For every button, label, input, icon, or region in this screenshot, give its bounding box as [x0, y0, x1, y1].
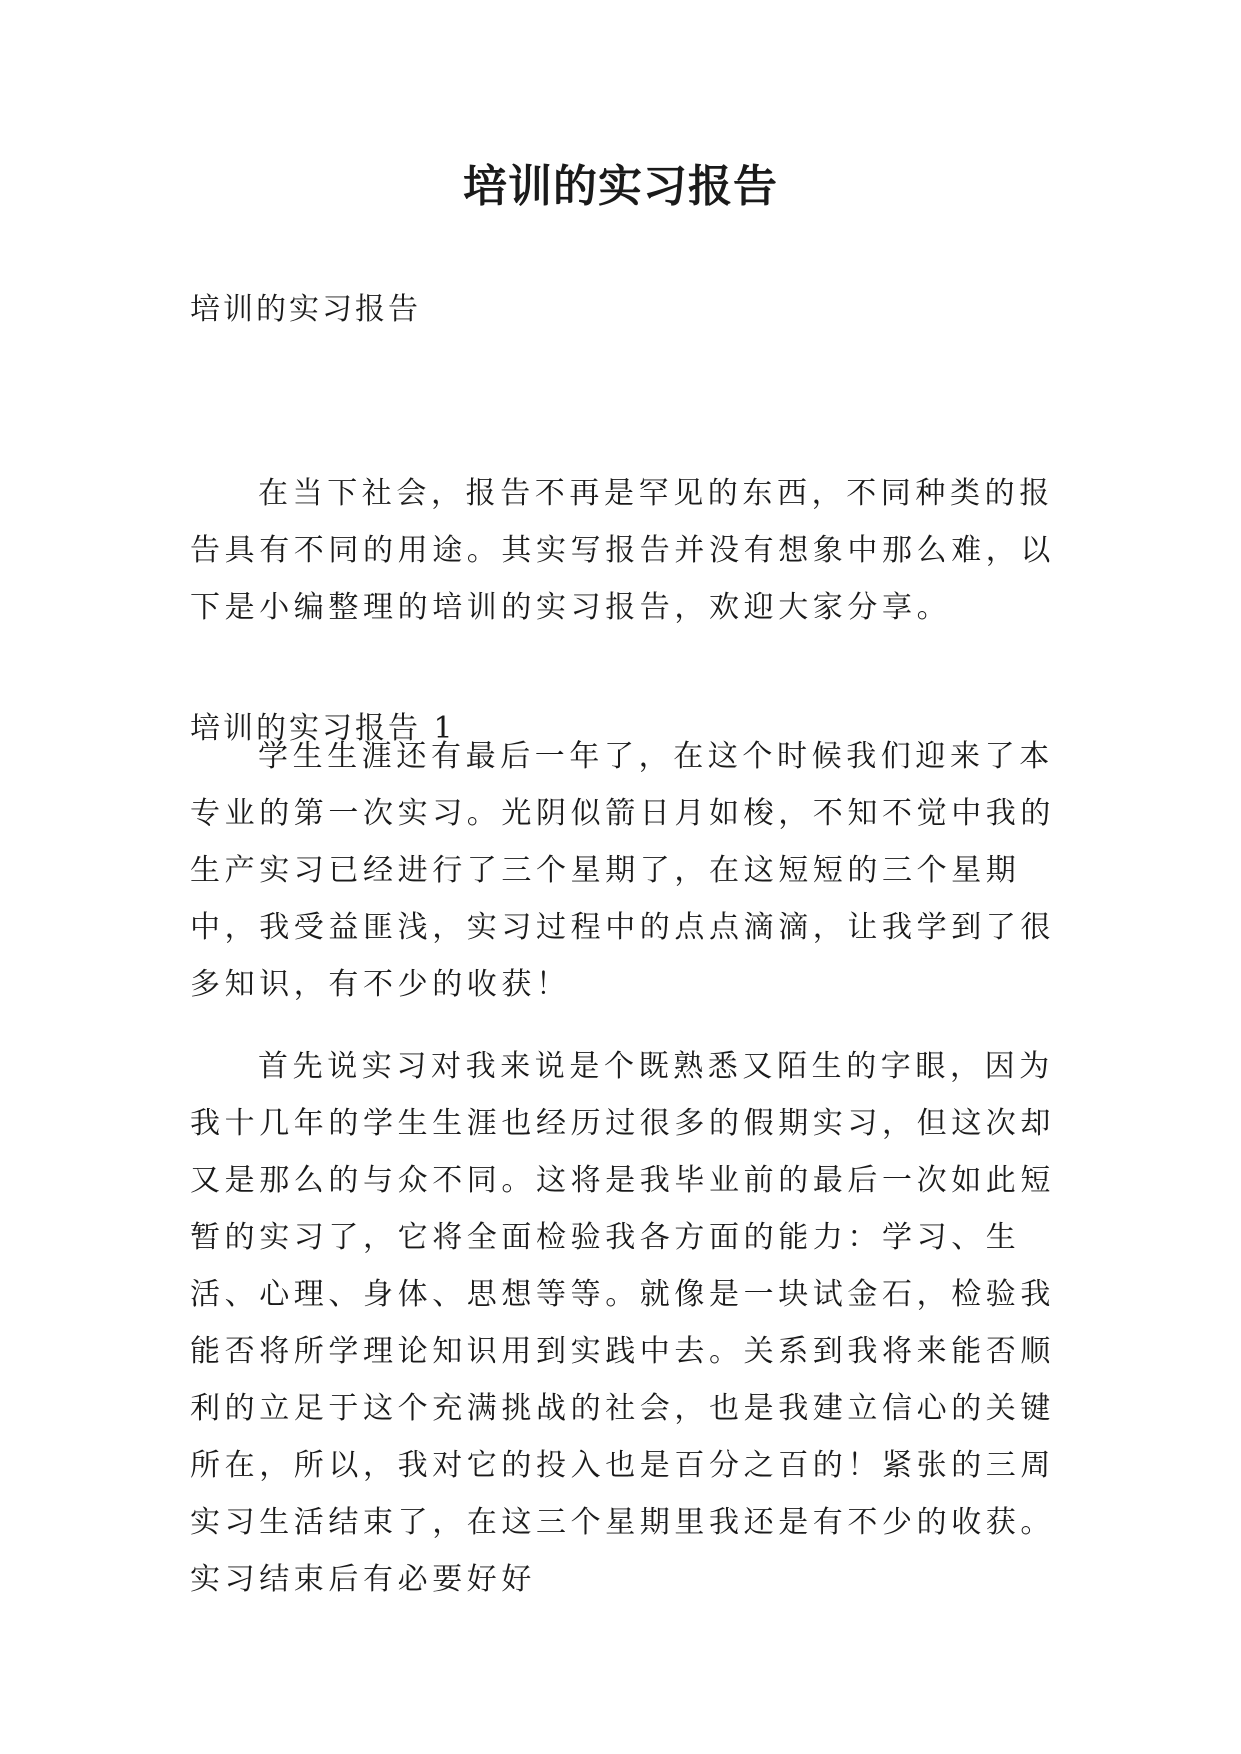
intro-paragraph: 在当下社会，报告不再是罕见的东西，不同种类的报告具有不同的用途。其实写报告并没有想象中那么难，以下是小编整理的培训的实习报告，欢迎大家分享。	[190, 476, 1055, 625]
body-paragraph: 首先说实习对我来说是个既熟悉又陌生的字眼，因为我十几年的学生生涯也经历过很多的假期实习，但这次却又是那么的与众不同。这将是我毕业前的最后一次如此短暂的实习了，它将全面检验我各方面的能力：学习、生活、心理、身体、思想等等。就像是一块试金石，检验我能否将所学理论知识用到实践中去。关系到我将来能否顺利的立足于这个充满挑战的社会，也是我建立信心的关键所在，所以，我对它的投入也是百分之百的！紧张的三周实习生活结束了，在这三个星期里我还是有不少的收获。实习结束后有必要好好	[190, 1049, 1055, 1597]
section-heading: 培训的实习报告 1	[190, 711, 456, 746]
page-title: 培训的实习报告	[463, 161, 778, 212]
body-paragraph: 学生生涯还有最后一年了，在这个时候我们迎来了本专业的第一次实习。光阴似箭日月如梭，不知不觉中我的生产实习已经进行了三个星期了，在这短短的三个星期中，我受益匪浅，实习过程中的点点滴滴，让我学到了很多知识，有不少的收获！	[190, 739, 1055, 1002]
document-subtitle: 培训的实习报告	[190, 292, 421, 327]
